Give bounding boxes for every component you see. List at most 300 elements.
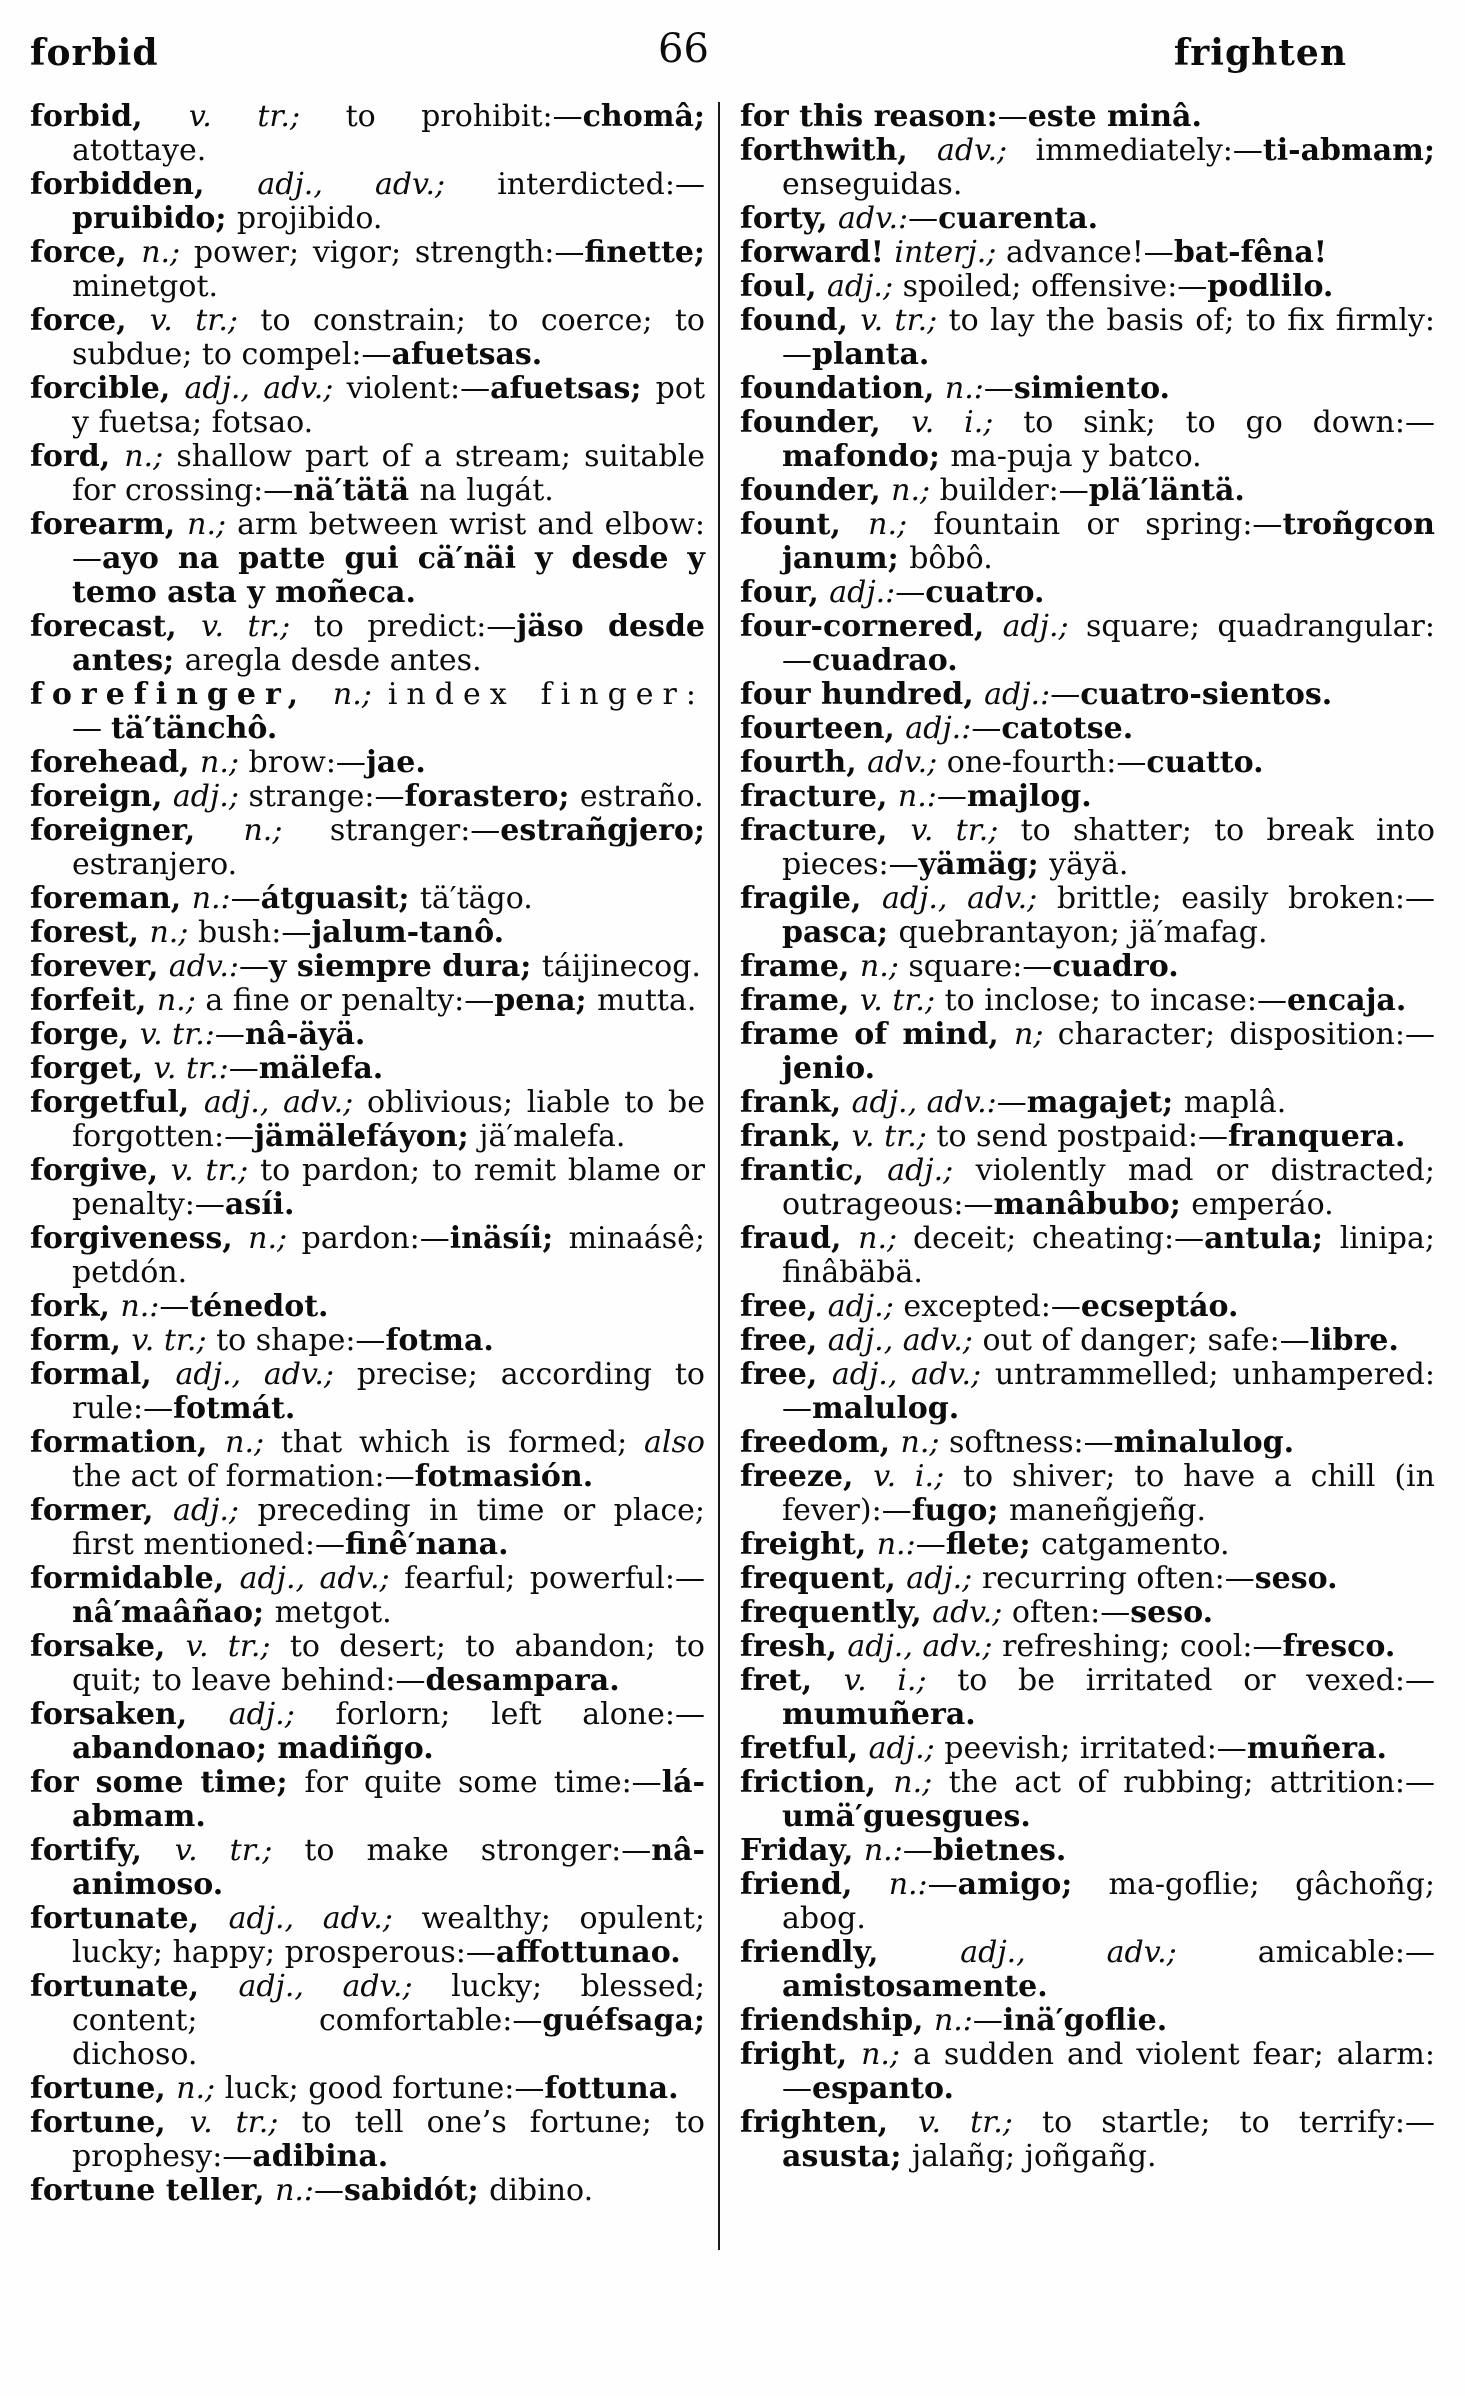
entry-definition: yäyä.	[1049, 847, 1129, 882]
entry-definition: —	[915, 1527, 946, 1562]
entry-headword: fortunate,	[30, 1969, 239, 2004]
dictionary-entry	[740, 678, 1435, 712]
entry-headword: for this reason:	[740, 99, 998, 134]
entry-translation: átguasit;	[260, 881, 420, 916]
dictionary-entry	[740, 2004, 1435, 2038]
entry-translation: bat-fêna!	[1173, 235, 1327, 270]
entry-headword: found,	[740, 303, 861, 338]
entry-definition: —	[996, 1085, 1027, 1120]
dictionary-entry	[740, 1222, 1435, 1290]
entry-headword: forever,	[30, 949, 169, 984]
dictionary-entry	[30, 984, 705, 1018]
dictionary-entry	[30, 2072, 705, 2106]
entry-headword: forearm,	[30, 507, 188, 542]
dictionary-entry	[740, 474, 1435, 508]
entry-part-of-speech: adj.;	[827, 1289, 904, 1324]
entry-part-of-speech: v. tr.;	[201, 609, 314, 644]
entry-definition: —	[997, 99, 1028, 134]
entry-headword: formidable,	[30, 1561, 240, 1596]
entry-definition: power; vigor; strength:—	[193, 235, 585, 270]
entry-definition: jalañg; joñgañg.	[911, 2139, 1157, 2174]
entry-definition: na lugát.	[419, 473, 554, 508]
entry-definition: immediately:—	[1035, 133, 1263, 168]
entry-headword: friendly,	[740, 1935, 961, 1970]
entry-part-of-speech: n.;	[149, 915, 198, 950]
entry-headword: fraud,	[740, 1221, 859, 1256]
entry-headword: forecast,	[30, 609, 202, 644]
entry-translation: asusta;	[782, 2139, 912, 2174]
entry-definition: fearful; powerful:—	[404, 1561, 705, 1596]
entry-definition: for quite some time:—	[304, 1765, 662, 1800]
entry-part-of-speech: v. tr.:	[153, 1051, 229, 1086]
entry-definition: violent:—	[346, 371, 491, 406]
entry-definition: emperáo.	[1191, 1187, 1334, 1222]
entry-translation: seso.	[1254, 1561, 1338, 1596]
entry-headword: founder,	[740, 473, 892, 508]
dictionary-entry	[30, 168, 705, 236]
entry-translation: planta.	[812, 337, 930, 372]
dictionary-entry	[740, 100, 1435, 134]
entry-translation: estrañgjero;	[500, 813, 705, 848]
entry-translation: nä′tätä	[293, 473, 420, 508]
entry-definition: —	[927, 1867, 958, 1902]
entry-definition: enseguidas.	[782, 167, 963, 202]
entry-translation: fotmasión.	[414, 1459, 594, 1494]
dictionary-entry	[30, 1086, 705, 1154]
entry-definition: to pardon; to remit blame or penalty:—	[72, 1153, 705, 1222]
dictionary-entry	[740, 134, 1435, 202]
entry-definition: to shape:—	[216, 1323, 386, 1358]
entry-part-of-speech: v. tr.;	[851, 1119, 937, 1154]
entry-definition: brittle; easily broken:—	[1056, 881, 1435, 916]
entry-headword: forthwith,	[740, 133, 937, 168]
entry-definition: —	[971, 711, 1002, 746]
entry-part-of-speech: v. tr.;	[170, 1153, 261, 1188]
entry-headword: ford,	[30, 439, 125, 474]
entry-translation: asíi.	[224, 1187, 295, 1222]
entry-definition: bush:—	[197, 915, 312, 950]
entry-definition: —	[972, 2003, 1003, 2038]
entry-headword: formal,	[30, 1357, 176, 1392]
entry-translation: inä′goflie.	[1002, 2003, 1168, 2038]
entry-headword: fright,	[740, 2037, 862, 2072]
running-head	[30, 26, 1347, 82]
running-head-right: frighten	[1173, 32, 1347, 74]
entry-translation: sabidót;	[344, 2173, 490, 2208]
dictionary-entry	[740, 1358, 1435, 1426]
entry-part-of-speech: adv.;	[932, 1595, 1012, 1630]
entry-definition: estraño.	[579, 779, 704, 814]
entry-part-of-speech: adv.:	[838, 201, 909, 236]
entry-headword: frighten,	[740, 2105, 919, 2140]
entry-headword: four hundred,	[740, 677, 985, 712]
entry-translation: fottuna.	[544, 2071, 679, 2106]
entry-part-of-speech: adj.:	[905, 711, 972, 746]
entry-headword: fret,	[740, 1663, 844, 1698]
dictionary-entry	[30, 678, 705, 746]
entry-headword: frantic,	[740, 1153, 888, 1188]
entry-translation: podlilo.	[1207, 269, 1334, 304]
entry-definition: dibino.	[489, 2173, 594, 2208]
entry-definition: to lay the basis of; to fix firmly:—	[782, 303, 1436, 372]
entry-definition: precise; according to rule:—	[72, 1357, 705, 1426]
dictionary-entry	[30, 304, 705, 372]
entry-headword: fragile,	[740, 881, 882, 916]
entry-translation: jae.	[365, 745, 426, 780]
entry-translation: chomâ;	[582, 99, 705, 134]
entry-definition: —	[908, 201, 939, 236]
entry-translation: y siempre dura;	[268, 949, 542, 984]
dictionary-entry	[740, 712, 1435, 746]
entry-translation: pena;	[494, 983, 598, 1018]
entry-part-of-speech: v. tr.:	[139, 1017, 215, 1052]
entry-translation: adibina.	[252, 2139, 389, 2174]
entry-translation: encaja.	[1286, 983, 1407, 1018]
entry-translation: flete;	[945, 1527, 1042, 1562]
entry-headword: forbidden,	[30, 167, 258, 202]
entry-definition: preceding in time or place; first mentioned:—	[72, 1493, 706, 1562]
entry-translation: ti-abmam;	[1262, 133, 1435, 168]
dictionary-entry	[30, 2174, 705, 2208]
entry-definition: arm between wrist and elbow:—	[72, 507, 705, 576]
entry-headword: fracture,	[740, 813, 911, 848]
entry-headword: forehead,	[30, 745, 201, 780]
entry-part-of-speech: n.;	[900, 1425, 950, 1460]
dictionary-entry	[30, 1290, 705, 1324]
entry-part-of-speech: n.;	[858, 1221, 913, 1256]
dictionary-entry	[740, 746, 1435, 780]
entry-definition: to be irritated or vexed:—	[957, 1663, 1435, 1698]
dictionary-entry	[740, 882, 1435, 950]
entry-translation: mafondo;	[782, 439, 951, 474]
page-number: 66	[658, 26, 709, 72]
entry-translation: cuatto.	[1146, 745, 1264, 780]
entry-definition: to make stronger:—	[304, 1833, 652, 1868]
entry-headword: forcible,	[30, 371, 185, 406]
entry-definition: the act of formation:—	[72, 1459, 415, 1494]
entry-headword: forbid,	[30, 99, 189, 134]
entry-definition: to sink; to go down:—	[1023, 405, 1435, 440]
entry-definition: a sudden and violent fear; alarm:—	[782, 2037, 1435, 2106]
entry-definition: a fine or penalty:—	[205, 983, 495, 1018]
entry-part-of-speech: adj., adv.;	[184, 371, 347, 406]
entry-definition: to tell one’s fortune; to prophesy:—	[72, 2105, 705, 2174]
entry-part-of-speech: interj.;	[894, 235, 1006, 270]
entry-part-of-speech: n.;	[861, 2037, 913, 2072]
entry-definition: bôbô.	[909, 541, 993, 576]
entry-part-of-speech: adj., adv.;	[257, 167, 498, 202]
entry-part-of-speech: n.;	[243, 813, 330, 848]
entry-headword: free,	[740, 1323, 828, 1358]
dictionary-entry	[30, 1426, 705, 1494]
entry-part-of-speech: v. tr.;	[189, 2105, 302, 2140]
entry-definition: refreshing; cool:—	[1002, 1629, 1283, 1664]
entry-translation: franquera.	[1227, 1119, 1406, 1154]
entry-part-of-speech: adj.:	[829, 575, 896, 610]
entry-translation: cuadro.	[1052, 949, 1179, 984]
entry-part-of-speech: adj., adv.;	[827, 1323, 983, 1358]
entry-headword: friend,	[740, 1867, 889, 1902]
entry-headword: four-cornered,	[740, 609, 1003, 644]
entry-translation: afuetsas;	[490, 371, 656, 406]
entry-part-of-speech: n.;	[225, 1425, 281, 1460]
entry-definition: —	[228, 1051, 259, 1086]
entry-definition: linipa; finâbäbä.	[782, 1221, 1435, 1290]
entry-translation: inäsíi;	[449, 1221, 569, 1256]
dictionary-entry	[740, 1460, 1435, 1528]
entry-definition: maplâ.	[1183, 1085, 1287, 1120]
dictionary-entry	[740, 304, 1435, 372]
entry-part-of-speech: n.:	[863, 1833, 903, 1868]
entry-definition: wealthy; opulent; lucky; happy; prosperous:—	[72, 1901, 705, 1970]
entry-translation: fugo;	[911, 1493, 1009, 1528]
dictionary-entry	[30, 950, 705, 984]
entry-headword: formation,	[30, 1425, 226, 1460]
entry-translation: lá-abmam.	[72, 1765, 705, 1834]
entry-translation: plä′läntä.	[1088, 473, 1245, 508]
entry-headword: fount,	[740, 507, 869, 542]
entry-definition: to shatter; to break into pieces:—	[782, 813, 1435, 882]
entry-headword: forsake,	[30, 1629, 186, 1664]
entry-translation: jenio.	[782, 1051, 876, 1086]
entry-part-of-speech: adj.;	[887, 1153, 976, 1188]
entry-definition: to startle; to terrify:—	[1042, 2105, 1436, 2140]
entry-part-of-speech: v. tr.;	[174, 1833, 305, 1868]
entry-definition: —	[159, 1289, 190, 1324]
dictionary-entry	[30, 814, 705, 882]
entry-definition: —	[1050, 677, 1081, 712]
entry-translation: muñera.	[1246, 1731, 1387, 1766]
entry-translation: tä′tänchô.	[111, 711, 278, 746]
entry-headword: foreign,	[30, 779, 173, 814]
entry-part-of-speech: v. tr.;	[131, 1323, 217, 1358]
entry-headword: fracture,	[740, 779, 898, 814]
entry-part-of-speech: v. i.;	[873, 1459, 963, 1494]
entry-translation: minalulog.	[1113, 1425, 1295, 1460]
entry-headword: frequent,	[740, 1561, 907, 1596]
entry-part-of-speech: adj., adv.;	[831, 1357, 995, 1392]
entry-headword: forgetful,	[30, 1085, 204, 1120]
entry-definition: stranger:—	[329, 813, 501, 848]
dictionary-entry	[30, 882, 705, 916]
entry-definition: character; disposition:—	[1057, 1017, 1435, 1052]
dictionary-entry	[30, 1834, 705, 1902]
entry-definition: —	[314, 2173, 345, 2208]
entry-definition: excepted:—	[903, 1289, 1081, 1324]
entry-translation: cuatro.	[925, 575, 1045, 610]
entry-part-of-speech: adj., adv.;	[960, 1935, 1258, 1970]
entry-headword: fretful,	[740, 1731, 869, 1766]
entry-headword: for some time;	[30, 1765, 305, 1800]
entry-definition: softness:—	[949, 1425, 1114, 1460]
entry-headword: forgive,	[30, 1153, 171, 1188]
entry-headword: forge,	[30, 1017, 140, 1052]
entry-headword: former,	[30, 1493, 173, 1528]
entry-definition: ma-puja y batco.	[950, 439, 1202, 474]
dictionary-entry	[740, 1018, 1435, 1086]
entry-translation: afuetsas.	[391, 337, 543, 372]
dictionary-entry	[30, 610, 705, 678]
dictionary-entry	[30, 1018, 705, 1052]
entry-part-of-speech: v. tr.;	[185, 1629, 290, 1664]
entry-headword: fourteen,	[740, 711, 906, 746]
entry-part-of-speech: v. tr.;	[918, 2105, 1043, 2140]
dictionary-entry	[30, 1494, 705, 1562]
entry-headword: force,	[30, 303, 150, 338]
dictionary-entry	[740, 202, 1435, 236]
entry-headword: frank,	[740, 1085, 852, 1120]
entry-headword: forget,	[30, 1051, 154, 1086]
entry-definition: projibido.	[236, 201, 383, 236]
dictionary-entry	[740, 576, 1435, 610]
entry-definition: catgamento.	[1041, 1527, 1230, 1562]
entry-headword: fourth,	[740, 745, 868, 780]
entry-part-of-speech: adj., adv.:	[851, 1085, 997, 1120]
entry-part-of-speech: adj.;	[172, 779, 249, 814]
entry-translation: pasca;	[782, 915, 899, 950]
entry-translation: cuadrao.	[812, 643, 958, 678]
entry-translation: fresco.	[1282, 1629, 1396, 1664]
dictionary-entry	[740, 1324, 1435, 1358]
dictionary-entry	[30, 746, 705, 780]
entry-translation: jäso desde antes;	[72, 609, 706, 678]
entry-part-of-speech: n.:	[191, 881, 231, 916]
entry-definition: amicable:—	[1257, 1935, 1435, 1970]
left-column	[30, 100, 705, 2208]
entry-definition: atottaye.	[72, 133, 207, 168]
entry-definition: forlorn; left alone:—	[335, 1697, 705, 1732]
dictionary-entry	[30, 1358, 705, 1426]
dictionary-entry	[30, 236, 705, 304]
column-divider-rule	[718, 102, 720, 2250]
entry-part-of-speech: adj.;	[906, 1561, 982, 1596]
entry-part-of-speech: adj.;	[172, 1493, 258, 1528]
entry-part-of-speech: n.;	[200, 745, 249, 780]
entry-part-of-speech: adj.;	[827, 269, 903, 304]
dictionary-entry	[740, 1120, 1435, 1154]
entry-headword: forsaken,	[30, 1697, 229, 1732]
entry-part-of-speech: adj., adv.;	[239, 1561, 405, 1596]
entry-headword: fortify,	[30, 1833, 175, 1868]
entry-definition: —	[983, 371, 1014, 406]
entry-headword: foul,	[740, 269, 828, 304]
entry-translation: guéfsaga;	[542, 2003, 705, 2038]
dictionary-entry	[30, 1902, 705, 1970]
dictionary-entry	[30, 1324, 705, 1358]
text-columns	[30, 100, 1435, 2396]
entry-translation: malulog.	[812, 1391, 960, 1426]
dictionary-entry	[30, 916, 705, 950]
entry-definition: untrammelled; unhampered:—	[782, 1357, 1435, 1426]
dictionary-entry	[740, 1936, 1435, 2004]
dictionary-entry	[740, 1766, 1435, 1834]
entry-part-of-speech: adj.:	[984, 677, 1051, 712]
entry-translation: ayo na patte gui cä′näi y desde y temo asta y moñeca.	[72, 541, 705, 610]
dictionary-entry	[740, 1154, 1435, 1222]
entry-definition: advance!—	[1005, 235, 1174, 270]
entry-definition: deceit; cheating:—	[912, 1221, 1205, 1256]
dictionary-entry	[30, 440, 705, 508]
entry-part-of-speech: v. i.;	[911, 405, 1024, 440]
entry-part-of-speech: adv.;	[867, 745, 947, 780]
entry-headword: fortune teller,	[30, 2173, 276, 2208]
entry-definition: pot y fuetsa; fotsao.	[72, 371, 705, 440]
entry-translation: antula;	[1204, 1221, 1340, 1256]
entry-definition: mutta.	[597, 983, 697, 1018]
dictionary-entry	[740, 406, 1435, 474]
dictionary-entry	[740, 1562, 1435, 1596]
entry-part-of-speech: n.:	[933, 2003, 973, 2038]
dictionary-entry	[740, 984, 1435, 1018]
entry-headword: forgiveness,	[30, 1221, 249, 1256]
entry-definition: that which is formed;	[280, 1425, 645, 1460]
entry-part-of-speech: n.;	[156, 983, 206, 1018]
entry-part-of-speech: n.;	[141, 235, 194, 270]
entry-translation: cuatro-sientos.	[1080, 677, 1333, 712]
entry-headword: free,	[740, 1289, 828, 1324]
entry-headword: freight,	[740, 1527, 877, 1562]
entry-translation: manâbubo;	[993, 1187, 1192, 1222]
entry-definition: often:—	[1011, 1595, 1131, 1630]
entry-translation: nâ′maâñao;	[72, 1595, 275, 1630]
entry-part-of-speech: adj., adv.;	[238, 1969, 452, 2004]
entry-headword: freeze,	[740, 1459, 874, 1494]
entry-definition: pardon:—	[301, 1221, 450, 1256]
entry-definition: index finger:—	[72, 677, 705, 746]
dictionary-entry	[30, 780, 705, 814]
entry-part-of-speech: v. tr.;	[188, 99, 346, 134]
dictionary-entry	[30, 1154, 705, 1222]
dictionary-entry	[30, 1052, 705, 1086]
right-column	[740, 100, 1435, 2174]
entry-part-of-speech: n.;	[176, 2071, 225, 2106]
entry-headword: foreman,	[30, 881, 192, 916]
dictionary-entry	[740, 814, 1435, 882]
entry-headword: friction,	[740, 1765, 894, 1800]
dictionary-entry	[30, 100, 705, 168]
entry-translation: troñgcon janum;	[782, 507, 1435, 576]
entry-headword: fortunate,	[30, 1901, 229, 1936]
entry-part-of-speech: n.:	[275, 2173, 315, 2208]
dictionary-entry	[740, 1426, 1435, 1460]
entry-part-of-speech: n.:	[888, 1867, 928, 1902]
entry-translation: nâ-animoso.	[72, 1833, 705, 1902]
entry-definition: the act of rubbing; attrition:—	[948, 1765, 1435, 1800]
dictionary-entry	[740, 2106, 1435, 2174]
entry-translation: forastero;	[404, 779, 580, 814]
entry-headword: frank,	[740, 1119, 852, 1154]
entry-part-of-speech: v. tr.;	[860, 303, 949, 338]
entry-part-of-speech: v. i.;	[843, 1663, 958, 1698]
dictionary-entry	[30, 1970, 705, 2072]
entry-definition: luck; good fortune:—	[224, 2071, 545, 2106]
entry-part-of-speech: n.:	[897, 779, 937, 814]
entry-translation: ténedot.	[189, 1289, 329, 1324]
entry-translation: amigo;	[957, 1867, 1109, 1902]
dictionary-entry	[740, 1596, 1435, 1630]
entry-translation: finê′nana.	[344, 1527, 509, 1562]
entry-translation: libre.	[1309, 1323, 1399, 1358]
entry-definition: square:—	[908, 949, 1053, 984]
entry-headword: freedom,	[740, 1425, 901, 1460]
dictionary-entry	[30, 1222, 705, 1290]
entry-headword: force,	[30, 235, 142, 270]
entry-definition: violently mad or distracted; outrageous:—	[782, 1153, 1435, 1222]
entry-headword: fortune,	[30, 2105, 190, 2140]
entry-headword: frequently,	[740, 1595, 933, 1630]
entry-translation: jämälefáyon;	[254, 1119, 480, 1154]
dictionary-entry	[740, 1834, 1435, 1868]
